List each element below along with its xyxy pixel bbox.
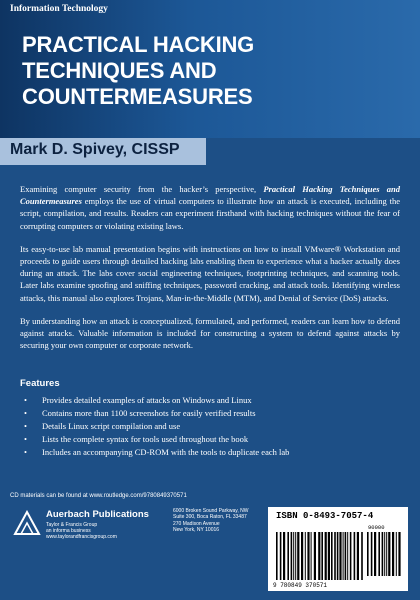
publisher-logo-icon xyxy=(12,510,42,536)
address-line: Suite 300, Boca Raton, FL 33487 xyxy=(173,514,247,521)
addon-barcode-icon xyxy=(367,532,401,576)
bullet-icon: • xyxy=(24,434,27,444)
cd-materials-note: CD materials can be found at www.routledge.com/9780849370571 xyxy=(10,493,187,499)
description-paragraph: Its easy-to-use lab manual presentation begins with instructions on how to install VMware® Workstation and proceeds to guide users through detailed hacking labs enabling them to experience what a hacker actually does during an attack. The labs cover social engineering techniques, footprinting techniques, and scanning tools. Later labs examine spoofing and sniffing techniques, password cracking, and attack tools. Identifying wireless attacks, this manual also explores Trojans, Man-in-the-Middle (MTM), and Denial of Service (DoS) attacks. xyxy=(20,243,400,303)
address-line: 270 Madison Avenue xyxy=(173,520,220,527)
feature-text: Lists the complete syntax for tools used throughout the book xyxy=(42,434,249,444)
description-paragraph xyxy=(20,183,400,232)
publisher-url: www.taylorandfrancisgroup.com xyxy=(46,534,117,541)
book-title xyxy=(22,32,254,110)
bullet-icon: • xyxy=(24,395,27,405)
title-line: COUNTERMEASURES xyxy=(22,84,253,109)
publisher-details xyxy=(46,522,117,541)
description-emphasis: Practical Hacking Techniques and Countermeasures xyxy=(20,184,400,207)
description xyxy=(20,183,400,362)
publisher-name: Auerbach Publications xyxy=(46,509,149,520)
feature-text: Contains more than 1100 screenshots for easily verified results xyxy=(42,408,256,418)
feature-item xyxy=(20,446,400,459)
barcode-digits: 9 780849 370571 xyxy=(273,582,328,589)
feature-text: Includes an accompanying CD-ROM with the tools to duplicate each lab xyxy=(42,447,290,457)
description-paragraph: By understanding how an attack is conceptualized, formulated, and performed, readers can learn how to defend against attacks. Valuable information is included for constructing a system to defend against attacks by securing your own computer or corporate network. xyxy=(20,315,400,351)
feature-item xyxy=(20,394,400,407)
bullet-icon: • xyxy=(24,421,27,431)
publisher-tagline: an informa business xyxy=(46,528,91,535)
publisher-group: Taylor & Francis Group xyxy=(46,522,98,528)
feature-text: Details Linux script compilation and use xyxy=(42,421,181,431)
feature-item xyxy=(20,433,400,446)
title-line: TECHNIQUES AND xyxy=(22,58,217,83)
feature-item xyxy=(20,407,400,420)
features-list xyxy=(20,394,400,459)
publisher-address xyxy=(173,508,249,533)
features-heading: Features xyxy=(20,378,60,389)
description-text: employs the use of virtual computers to illustrate how an attack is executed, including the script, compilation, and results. Readers can experiment firsthand with hacking techniques without the fear of corrupting computers or violating existing laws. xyxy=(20,196,400,231)
address-line: New York, NY 10016 xyxy=(173,526,220,533)
feature-text: Provides detailed examples of attacks on Windows and Linux xyxy=(42,395,252,405)
author-name: Mark D. Spivey, CISSP xyxy=(10,141,180,158)
barcode-icon xyxy=(276,532,364,580)
feature-item xyxy=(20,420,400,433)
address-line: 6000 Broken Sound Parkway, NW xyxy=(173,508,249,514)
addon-code: 90000 xyxy=(368,524,385,531)
bullet-icon: • xyxy=(24,447,27,457)
title-header xyxy=(0,0,420,138)
series-label: Information Technology xyxy=(10,4,108,14)
title-line: PRACTICAL HACKING xyxy=(22,32,255,57)
barcode-panel xyxy=(268,507,408,591)
bullet-icon: • xyxy=(24,408,27,418)
description-text: Examining computer security from the hacker’s perspective, xyxy=(20,184,264,194)
isbn-label: ISBN 0-8493-7057-4 xyxy=(276,511,374,521)
